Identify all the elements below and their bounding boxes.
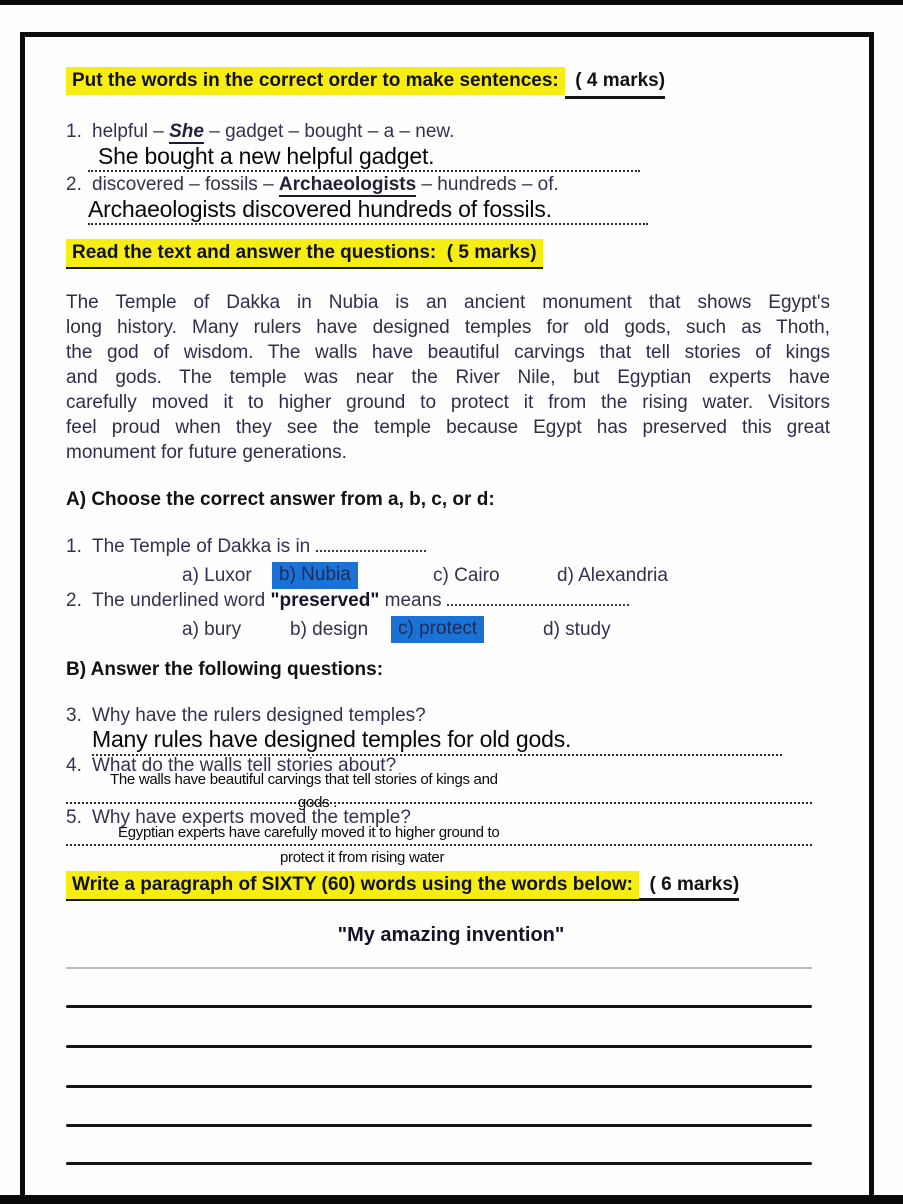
item-keyword: She [169, 121, 204, 142]
answer-5-text-line1: Egyptian experts have carefully moved it to higher ground to [118, 824, 500, 841]
reorder-item-2 [66, 174, 559, 196]
option-a: a) bury [182, 619, 242, 640]
mcq-1-options-row [0, 562, 903, 592]
answer-4-text-line2: gods . [298, 794, 338, 811]
scan-top-strip [0, 0, 903, 5]
mcq-question-1 [66, 535, 426, 558]
mcq-question-2 [66, 589, 629, 612]
question-text: Why have the rulers designed temples? [92, 705, 426, 726]
paragraph-topic: "My amazing invention" [337, 924, 565, 946]
answer-3-text: Many rules have designed temples for old gods. [92, 726, 572, 752]
answer-2-text: Archaeologists discovered hundreds of fossils. [88, 196, 552, 222]
section1-marks: ( 4 marks) [565, 70, 665, 99]
section2-header [66, 242, 543, 269]
passage-line: long history. Many rulers have designed temples for old gods, such as Thoth, [66, 317, 830, 338]
option-b-selected: b) Nubia [272, 562, 358, 589]
option-b: b) design [290, 619, 369, 640]
question-number: 4. [66, 755, 82, 776]
passage-line: The Temple of Dakka in Nubia is an ancient monument that shows Egypt's [66, 292, 830, 313]
item-number: 1. [66, 121, 82, 142]
item-words-pre: discovered – fossils – [92, 174, 279, 195]
question-number: 1. [66, 536, 82, 557]
option-c-selected: c) protect [391, 616, 484, 643]
section2-title: Read the text and answer the questions: ( 5 marks) [66, 239, 543, 267]
answer-dots [447, 589, 629, 606]
reorder-item-1 [66, 121, 454, 143]
question-text: Why have experts moved the temple? [92, 807, 411, 828]
section3-title: Write a paragraph of SIXTY (60) words using the words below: [66, 871, 639, 899]
section1-title: Put the words in the correct order to make sentences: [66, 67, 565, 95]
mcq-2-options-row [0, 616, 903, 646]
writing-line-2 [66, 1045, 812, 1048]
question-bold-word: "preserved" [270, 590, 380, 611]
answer-line-1 [88, 143, 640, 172]
item-words-pre: helpful – [92, 121, 170, 142]
passage-line: monument for future generations. [66, 442, 347, 463]
answer-4-text-line1: The walls have beautiful carvings that tell stories of kings and [110, 771, 498, 788]
passage-line: and gods. The temple was near the River Nile, but Egyptian experts have [66, 367, 830, 388]
option-a: a) Luxor [182, 565, 252, 586]
option-d: d) Alexandria [557, 565, 668, 586]
item-words-post: – gadget – bought – a – new. [203, 121, 455, 142]
item-keyword: Archaeologists [278, 174, 417, 195]
question-text-post: means [379, 590, 447, 611]
answer-dots [316, 535, 426, 552]
question-text-pre: The underlined word [92, 590, 271, 611]
writing-line-faint [66, 967, 812, 969]
question-number: 5. [66, 807, 82, 828]
answer-line-2 [88, 196, 648, 225]
question-text: The Temple of Dakka is in [92, 536, 316, 557]
answer-4-dotted-line [66, 786, 812, 811]
answer-5-text-line2: protect it from rising water [280, 849, 445, 866]
passage-line: feel proud when they see the temple because Egypt has preserved this great [66, 417, 830, 438]
writing-line-4 [66, 1124, 812, 1127]
section3-header [66, 874, 739, 901]
item-number: 2. [66, 174, 82, 195]
option-d: d) study [543, 619, 611, 640]
part-b-heading: B) Answer the following questions: [66, 659, 384, 680]
section1-header [66, 70, 665, 92]
option-c: c) Cairo [433, 565, 500, 586]
reading-passage [66, 290, 830, 465]
open-question-3 [66, 705, 426, 727]
question-text: What do the walls tell stories about? [92, 755, 397, 776]
answer-5-dotted-line [66, 824, 812, 846]
part-a-heading: A) Choose the correct answer from a, b, c, or d: [66, 489, 495, 510]
passage-line: the god of wisdom. The walls have beautiful carvings that tell stories of kings [66, 342, 830, 363]
question-number: 3. [66, 705, 82, 726]
writing-line-3 [66, 1085, 812, 1088]
passage-line: carefully moved it to higher ground to protect it from the rising water. Visitors [66, 392, 830, 413]
section3-marks: ( 6 marks) [638, 874, 740, 895]
answer-1-text: She bought a new helpful gadget. [98, 143, 435, 169]
writing-line-1 [66, 1005, 812, 1008]
scan-bottom-bar [0, 1195, 903, 1204]
answer-line-3 [92, 726, 782, 756]
writing-line-5 [66, 1162, 812, 1165]
question-number: 2. [66, 590, 82, 611]
item-words-post: – hundreds – of. [416, 174, 559, 195]
